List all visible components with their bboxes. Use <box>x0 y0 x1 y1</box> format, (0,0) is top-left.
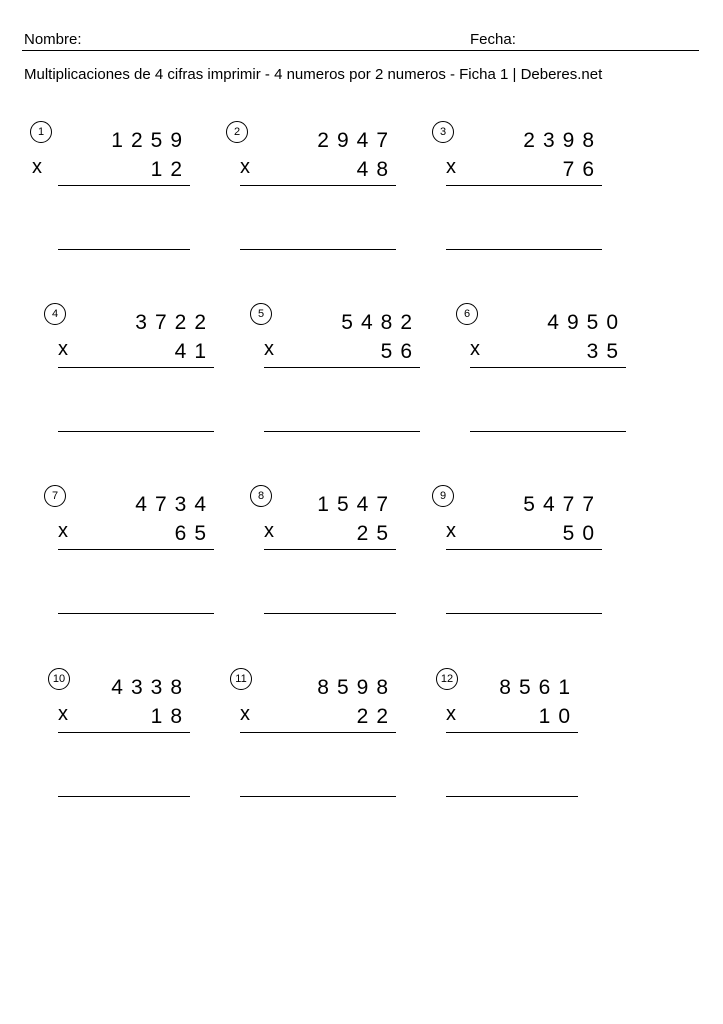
multiply-sign: x <box>240 703 250 725</box>
multiplicand: 5477 <box>523 493 602 516</box>
problem-number-badge: 3 <box>432 121 454 143</box>
operation-line <box>446 732 578 733</box>
multiplicand: 8561 <box>499 676 578 699</box>
problem-number-badge: 10 <box>48 668 70 690</box>
answer-line <box>58 796 190 797</box>
answer-line <box>446 249 602 250</box>
multiply-sign: x <box>446 703 456 725</box>
answer-line <box>240 249 396 250</box>
multiplier: 22 <box>356 705 396 728</box>
multiplier: 25 <box>356 522 396 545</box>
multiplicand: 2947 <box>317 129 396 152</box>
problem-4 <box>44 303 214 438</box>
multiply-sign: x <box>446 156 456 178</box>
multiplicand: 3722 <box>135 311 214 334</box>
problem-number-badge: 9 <box>432 485 454 507</box>
problem-number-badge: 1 <box>30 121 52 143</box>
multiplier: 12 <box>150 158 190 181</box>
multiply-sign: x <box>240 156 250 178</box>
operation-line <box>58 185 190 186</box>
multiplicand: 4734 <box>135 493 214 516</box>
multiplicand: 1547 <box>317 493 396 516</box>
operation-line <box>58 549 214 550</box>
multiplier: 48 <box>356 158 396 181</box>
operation-line <box>446 185 602 186</box>
multiplicand: 4338 <box>111 676 190 699</box>
answer-line <box>446 613 602 614</box>
problem-number-badge: 2 <box>226 121 248 143</box>
operation-line <box>240 185 396 186</box>
problem-3 <box>432 121 602 256</box>
multiply-sign: x <box>264 520 274 542</box>
problem-6 <box>456 303 626 438</box>
problem-number-badge: 4 <box>44 303 66 325</box>
multiply-sign: x <box>446 520 456 542</box>
multiplier: 35 <box>586 340 626 363</box>
operation-line <box>264 367 420 368</box>
operation-line <box>264 549 396 550</box>
date-label: Fecha: <box>470 31 516 48</box>
answer-line <box>470 431 626 432</box>
problem-9 <box>432 485 602 620</box>
problem-5 <box>250 303 420 438</box>
multiplier: 41 <box>174 340 214 363</box>
operation-line <box>240 732 396 733</box>
multiplicand: 5482 <box>341 311 420 334</box>
multiplier: 65 <box>174 522 214 545</box>
problem-8 <box>250 485 396 620</box>
operation-line <box>58 732 190 733</box>
answer-line <box>58 613 214 614</box>
name-label: Nombre: <box>24 31 82 48</box>
multiply-sign: x <box>264 338 274 360</box>
problem-11 <box>230 668 396 803</box>
answer-line <box>240 796 396 797</box>
multiplier: 56 <box>380 340 420 363</box>
multiplicand: 1259 <box>111 129 190 152</box>
multiplier: 18 <box>150 705 190 728</box>
multiplier: 10 <box>538 705 578 728</box>
operation-line <box>470 367 626 368</box>
problem-7 <box>44 485 214 620</box>
problem-number-badge: 8 <box>250 485 272 507</box>
multiply-sign: x <box>58 520 68 542</box>
header-rule <box>22 50 699 51</box>
multiply-sign: x <box>58 703 68 725</box>
problem-number-badge: 6 <box>456 303 478 325</box>
answer-line <box>58 249 190 250</box>
multiplicand: 4950 <box>547 311 626 334</box>
problem-1 <box>30 121 190 256</box>
operation-line <box>58 367 214 368</box>
answer-line <box>264 613 396 614</box>
multiplicand: 8598 <box>317 676 396 699</box>
multiply-sign: x <box>58 338 68 360</box>
multiplier: 50 <box>562 522 602 545</box>
operation-line <box>446 549 602 550</box>
multiplier: 76 <box>562 158 602 181</box>
multiply-sign: x <box>32 156 42 178</box>
answer-line <box>264 431 420 432</box>
answer-line <box>446 796 578 797</box>
multiply-sign: x <box>470 338 480 360</box>
problem-number-badge: 12 <box>436 668 458 690</box>
problem-number-badge: 5 <box>250 303 272 325</box>
worksheet-title: Multiplicaciones de 4 cifras imprimir - 4 numeros por 2 numeros - Ficha 1 | Deberes.net <box>24 66 603 83</box>
answer-line <box>58 431 214 432</box>
multiplicand: 2398 <box>523 129 602 152</box>
problem-number-badge: 11 <box>230 668 252 690</box>
problem-2 <box>226 121 396 256</box>
problem-number-badge: 7 <box>44 485 66 507</box>
problem-10 <box>48 668 190 803</box>
problem-12 <box>436 668 578 803</box>
